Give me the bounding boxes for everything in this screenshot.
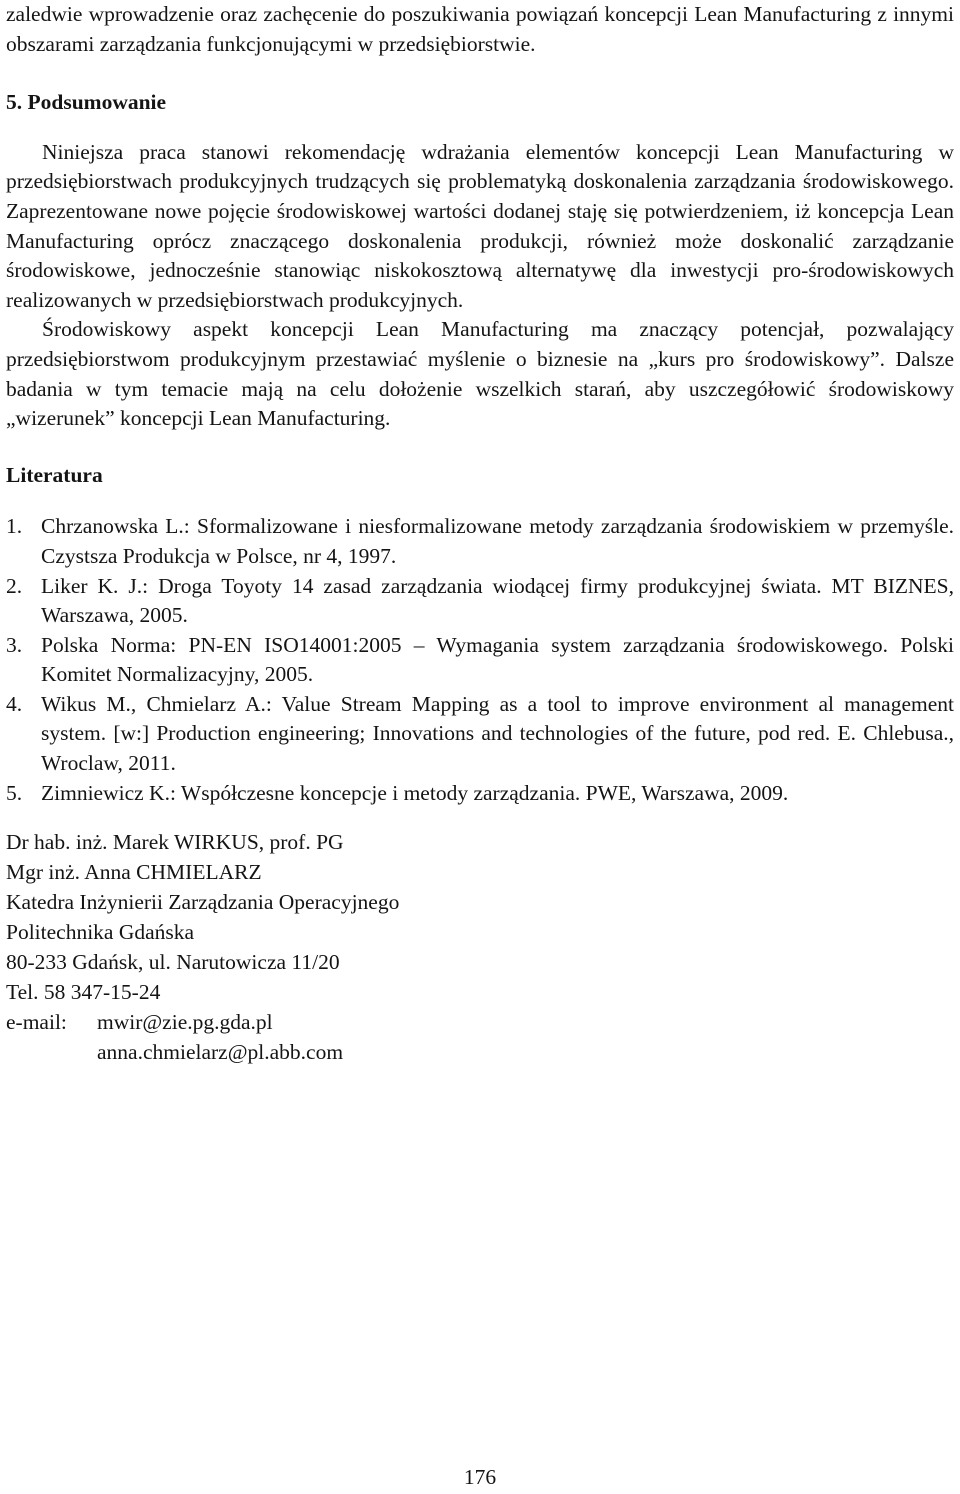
section-title: Podsumowanie xyxy=(27,90,167,115)
reference-item xyxy=(6,572,954,631)
phone: Tel. 58 347-15-24 xyxy=(6,979,161,1004)
reference-list xyxy=(6,512,954,808)
summary-paragraph-2: Środowiskowy aspekt koncepcji Lean Manufacturing ma znaczący potencjał, pozwalający przedsiębiorstwom produkcyjnym przestawiać myślenie o biznesie na „kurs pro środowiskowy”. Dalsze badania w tym temacie mają na celu dołożenie wszelkich starań, aby uszczegółowić środowiskowy „wizerunek” koncepcji Lean Manufacturing. xyxy=(6,317,954,431)
email-link-1[interactable]: mwir@zie.pg.gda.pl xyxy=(97,1009,273,1034)
address: 80-233 Gdańsk, ul. Narutowicza 11/20 xyxy=(6,949,340,974)
literature-heading: Literatura xyxy=(6,462,103,487)
department: Katedra Inżynierii Zarządzania Operacyjnego xyxy=(6,890,400,915)
reference-text: Wikus M., Chmielarz A.: Value Stream Mapping as a tool to improve environment al management system. [w:] Production engineering; Innovations and technologies of the future, pod red. E. Chlebusa., Wroclaw, 2011. xyxy=(41,691,954,776)
reference-number: 3. xyxy=(6,632,23,657)
section-heading xyxy=(6,88,954,118)
email-label: e-mail: xyxy=(6,1009,67,1034)
reference-text: Polska Norma: PN-EN ISO14001:2005 – Wymagania system zarządzania środowiskowego. Polski Komitet Normalizacyjny, 2005. xyxy=(41,632,954,687)
reference-text: Chrzanowska L.: Sformalizowane i niesformalizowane metody zarządzania środowiskiem w przemyśle. Czystsza Produkcja w Polsce, nr 4, 1997. xyxy=(41,514,954,568)
author-1: Dr hab. inż. Marek WIRKUS, prof. PG xyxy=(6,830,344,855)
reference-text: Liker K. J.: Droga Toyoty 14 zasad zarządzania wiodącej firmy produkcyjnej świata. MT BIZNES, Warszawa, 2005. xyxy=(41,573,954,628)
reference-item xyxy=(6,512,954,571)
reference-number: 5. xyxy=(6,780,23,805)
reference-number: 1. xyxy=(6,514,23,539)
email-row xyxy=(6,1008,954,1038)
document-page xyxy=(6,0,954,1068)
reference-number: 4. xyxy=(6,691,23,716)
reference-number: 2. xyxy=(6,573,23,598)
reference-item xyxy=(6,690,954,779)
page-number: 176 xyxy=(463,1465,497,1489)
email-row xyxy=(6,1038,954,1068)
reference-item xyxy=(6,779,954,809)
author-2: Mgr inż. Anna CHMIELARZ xyxy=(6,860,262,885)
summary-paragraph-1: Niniejsza praca stanowi rekomendację wdrażania elementów koncepcji Lean Manufacturing w przedsiębiorstwach produkcyjnych trudzących się problematyką doskonalenia zarządzania środowiskowego. Zaprezentowane nowe pojęcie środowiskowej wartości dodanej staję się potwierdzeniem, iż koncepcja Lean Manufacturing oprócz znaczącego doskonalenia produkcji, również może doskonalić zarządzanie środowiskowe, jednocześnie stanowiąc niskokosztową alternatywę dla inwestycji pro-środowiskowych realizowanych w przedsiębiorstwach produkcyjnych. xyxy=(6,139,954,312)
continued-paragraph: zaledwie wprowadzenie oraz zachęcenie do poszukiwania powiązań koncepcji Lean Manufacturing z innymi obszarami zarządzania funkcjonującymi w przedsiębiorstwie. xyxy=(6,2,954,56)
email-link-2[interactable]: anna.chmielarz@pl.abb.com xyxy=(97,1039,344,1064)
section-number: 5. xyxy=(6,90,23,115)
author-block xyxy=(6,828,954,1067)
reference-text: Zimniewicz K.: Współczesne koncepcje i metody zarządzania. PWE, Warszawa, 2009. xyxy=(41,780,789,805)
university: Politechnika Gdańska xyxy=(6,919,195,944)
reference-item xyxy=(6,631,954,690)
email-label-spacer xyxy=(6,1038,97,1068)
